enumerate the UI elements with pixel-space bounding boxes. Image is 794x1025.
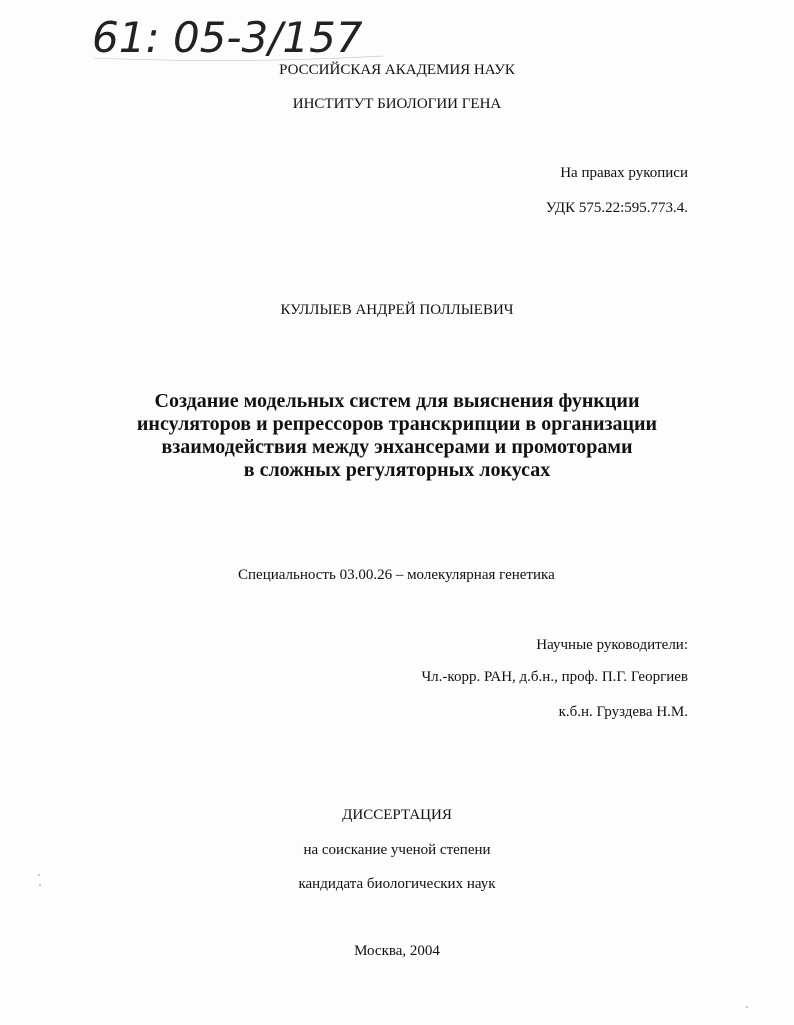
title-line: в сложных регуляторных локусах [243, 459, 551, 481]
title-line: взаимодействия между энхансерами и промоторами [161, 436, 633, 458]
supervisor-primary: Чл.-корр. РАН, д.б.н., проф. П.Г. Георгиев [421, 669, 688, 685]
author-name: КУЛЛЫЕВ АНДРЕЙ ПОЛЛЫЕВИЧ [280, 302, 514, 318]
dissertation-title [0, 390, 794, 482]
institute-name: ИНСТИТУТ БИОЛОГИИ ГЕНА [292, 96, 502, 112]
place-and-year: Москва, 2004 [354, 943, 440, 959]
scan-speck [38, 874, 40, 876]
supervisor-secondary: к.б.н. Груздева Н.М. [558, 704, 688, 720]
archive-mark-text: 61: 05-3/157 [92, 13, 363, 62]
document-type: ДИССЕРТАЦИЯ [342, 807, 452, 823]
degree-name: кандидата биологических наук [298, 876, 496, 892]
specialty: Специальность 03.00.26 – молекулярная генетика [238, 567, 555, 583]
academy-name: РОССИЙСКАЯ АКАДЕМИЯ НАУК [279, 62, 515, 78]
handwritten-archive-number [88, 8, 388, 66]
title-line: инсуляторов и репрессоров транскрипции в организации [136, 413, 658, 435]
scan-speck [39, 884, 41, 886]
udc-code: УДК 575.22:595.773.4. [545, 200, 688, 216]
supervisors-label: Научные руководители: [536, 637, 688, 653]
degree-purpose: на соискание ученой степени [303, 842, 491, 858]
title-line: Создание модельных систем для выяснения функции [154, 390, 640, 412]
manuscript-rights: На правах рукописи [560, 165, 688, 181]
scan-speck [746, 1006, 748, 1008]
